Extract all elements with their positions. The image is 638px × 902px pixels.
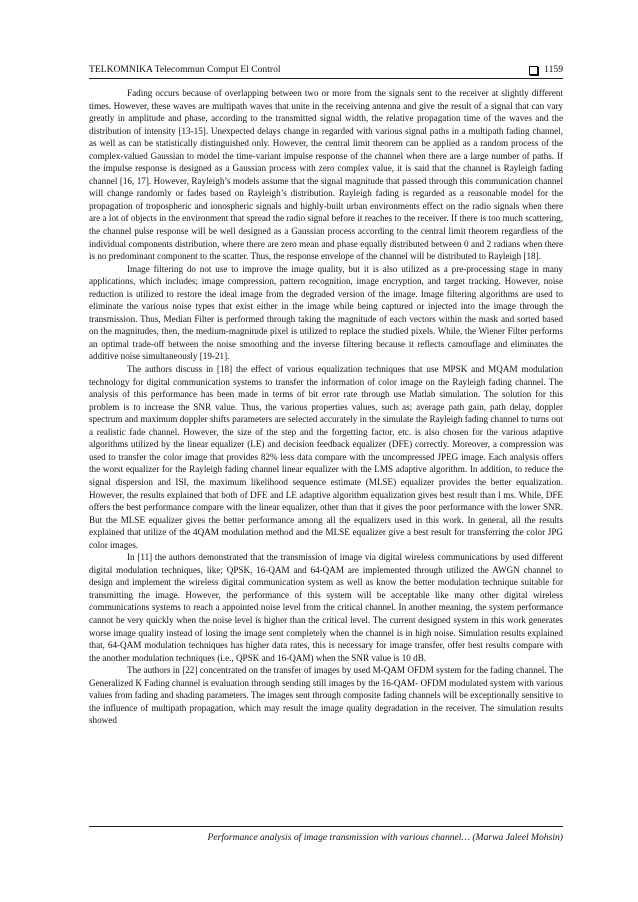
- running-title: Performance analysis of image transmission with various channel… (Marwa Jaleel Mohsin): [207, 832, 563, 843]
- paragraph: The authors discuss in [18] the effect of various equalization techniques that use MPSK and MQAM modulation technology for digital communication systems to transfer the information of color image on the Rayleigh fading channel. The analysis of this performance has been made in terms of bit error rate through use Matlab simulation. The solution for this problem is to increase the SNR value. Thus, the various properties values, such as; average path gain, path delay, doppler spectrum and maximum doppler shifts parameters are selected accurately in the simulate the Rayleigh fading channel to turns out a realistic fade channel. However, the size of the step and the forgetting factor, etc. is also chosen for the various adaptive algorithms utilized by the linear equalizer (LE) and decision feedback equalizer (DFE) correctly. Moreover, a compression was used to transfer the color image that provides 82% less data compare with the uncompressed JPEG image. Each analysis offers the worst equalizer for the Rayleigh fading channel linear equalizer with the LMS adaptive algorithm. In addition, to reduce the signal dispersion and ISI, the maximum likelihood sequence estimate (MLSE) equalizer provides the better equalization. However, the results explained that both of DFE and LE adaptive algorithm equalization gives best result than l ms. While, DFE offers the best performance compare with the linear equalizer, other than that it gives the poor performance with the lower SNR. But the MLSE equalizer gives the better performance among all the equalizers used in this work. In general, all the results explained that utilize of the 4QAM modulation method and the MLSE equalizer give a best result for transferring the color JPG color images.: [89, 364, 563, 550]
- page-header: [89, 63, 563, 77]
- header-rule: [89, 78, 563, 79]
- paragraph: The authors in [22] concentrated on the transfer of images by used M-QAM OFDM system for the fading channel. The Generalized K Fading channel is evaluation through sending still images by the 16-QAM- OFDM modulated system with various values from fading and shading parameters. The images sent through composite fading channels will be exceptionally sensitive to the influence of multipath propagation, which may result the image quality degradation in the receiver. The simulation results showed: [89, 665, 563, 726]
- paragraph: Image filtering do not use to improve the image quality, but it is also utilized as a pre-processing stage in many applications, which includes; image compression, pattern recognition, image encryption, and target tracking. However, noise reduction is utilized to restore the ideal image from the degraded version of the image. Image filtering algorithms are used to eliminate the various noise types that exist either in the image while being captured or injected into the image through the transmission. Thus, Median Filter is performed through taking the magnitude of each vectors within the mask and sorted based on the magnitudes, then, the medium-magnitude pixel is utilized to replace the studied pixels. While, the Wiener Filter performs an optimal trade-off between the noise smoothing and the inverse filtering because it reflects camouflage and eliminates the additive noise simultaneously [19-21].: [89, 263, 563, 362]
- paragraph: In [11] the authors demonstrated that the transmission of image via digital wireless communications by used different digital modulation techniques, like; QPSK, 16-QAM and 64-QAM are implemented through utilized the AWGN channel to design and implement the wireless digital communication system as well as know the better modulation technique suitable for transmitting the image. However, the performance of this system will be acceptable like many other digital wireless communications systems to reach a appointed noise level from the critical channel. In another meaning, the system performance cannot be very quickly when the noise level is higher than the critical level. The current designed system in this work generates worse image quality instead of losing the image sent completely when the channel is in high noise. Simulation results explained that, 64-QAM modulation techniques has higher data rates, this is necessary for image transfer, offer best results compare with the another modulation techniques (i.e., QPSK and 16-QAM) when the SNR value is 10 dB.: [89, 552, 563, 663]
- page-number: 1159: [544, 64, 563, 75]
- box-icon: [529, 66, 538, 75]
- journal-name: TELKOMNIKA Telecommun Comput El Control: [89, 64, 281, 75]
- footer-rule: [89, 826, 563, 827]
- paragraph: Fading occurs because of overlapping between two or more from the signals sent to the receiver at slightly different times. However, these waves are multipath waves that unite in the receiving antenna and give the result of a signal that can vary greatly in amplitude and phase, according to the transmitted signal width, the relative propagation time of the waves and the distribution of intensity [13-15]. Unexpected delays change in regarded with various signal paths in a multipath fading channel, as well as can be statistically distinguished only. However, the central limit theorem can be applied as a random process of the complex-valued Gaussian to model the time-variant impulse response of the channel when there are a large number of paths. If the impulse response is designed as a Gaussian process with zero complex value, it is said that the channel is Rayleigh fading channel [16, 17]. However, Rayleigh’s models assume that the signal magnitude that passed through this communication channel will change randomly or fades based on Rayleigh’s distribution. Rayleigh fading is regarded as a reasonable model for the propagation of tropospheric and ionospheric signals and highly-built urban environments effect on the radio signals when there are a lot of objects in the environment that spread the radio signal before it reaches to the receiver. If there is too much scattering, the channel pulse response will be well designed as a Gaussian process according to the central limit theorem regardless of the individual components distribution, where there are zero mean and phase equally distributed between 0 and 2 radians when there is no predominant component to the scatter. Thus, the response envelope of the channel will be distributed to Rayleigh [18].: [89, 88, 563, 262]
- body-text: [89, 87, 563, 727]
- page-number-group: [529, 63, 563, 77]
